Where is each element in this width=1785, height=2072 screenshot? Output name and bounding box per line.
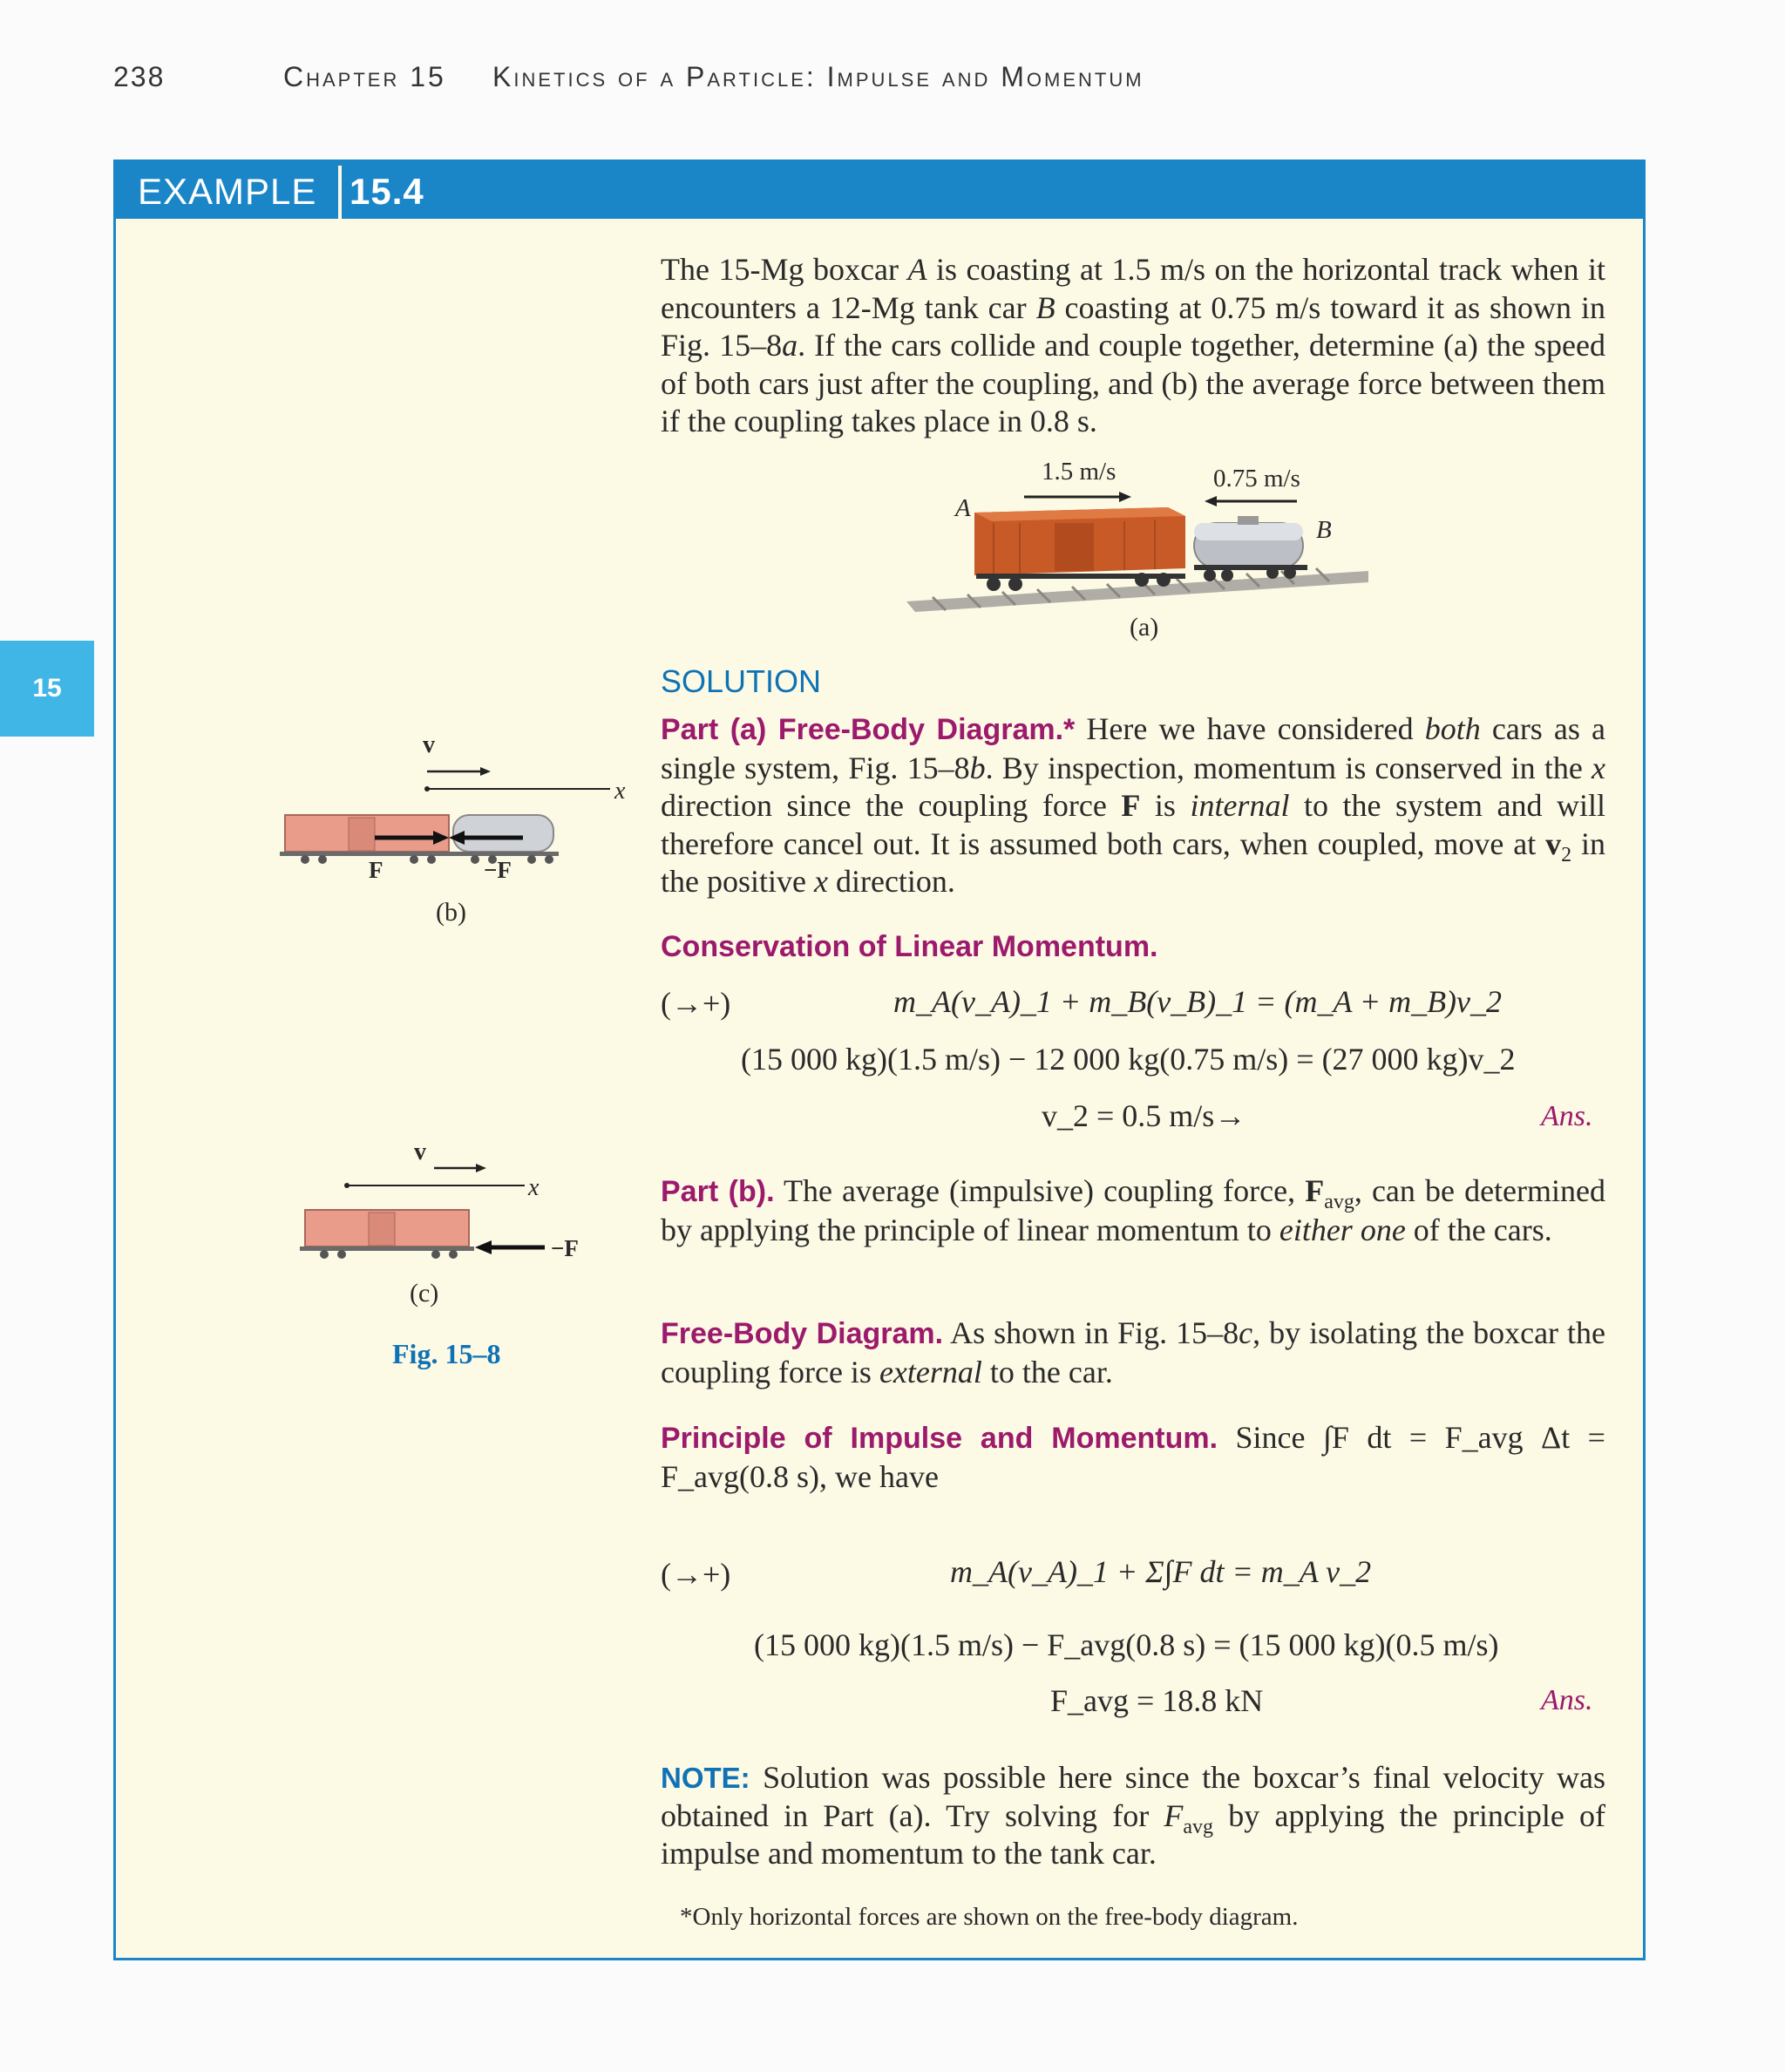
figure-c-caption: (c) (410, 1279, 439, 1308)
x-label: x (614, 778, 626, 805)
sign-convention-2: (→+) (661, 1557, 731, 1592)
equation-numeric-2: (15 000 kg)(1.5 m/s) − F_avg(0.8 s) = (15 000 kg)(0.5 m/s) (754, 1627, 1499, 1662)
example-header (116, 162, 1643, 219)
impulse-paragraph: Principle of Impulse and Momentum. Since ∫F dt = F_avg Δt = F_avg(0.8 s), we have (661, 1420, 1605, 1494)
car-b-label: B (1316, 516, 1332, 544)
example-label: EXAMPLE (138, 171, 317, 212)
x-label: x (528, 1174, 540, 1201)
f-label: F (369, 857, 383, 883)
solution-heading: SOLUTION (661, 663, 822, 699)
problem-statement: The 15-Mg boxcar A is coasting at 1.5 m/s on the horizontal track when it encounters a 12-Mg tank car B coasting at 0.75 m/s toward it as shown in Fig. 15–8a. If the cars collide and couple together, determine (a) the speed of both cars just after the coupling, and (b) the average force between them if the coupling takes place in 0.8 s. (661, 252, 1605, 438)
figure-a-caption: (a) (1130, 613, 1159, 642)
figure-a (906, 453, 1368, 628)
equation-result-favg: F_avg = 18.8 kN (1050, 1683, 1264, 1718)
boxcar-a (974, 507, 1185, 591)
answer-label-2: Ans. (1541, 1684, 1593, 1716)
example-number: 15.4 (350, 171, 424, 212)
sign-convention-1: (→+) (661, 986, 731, 1021)
equation-impulse: m_A(v_A)_1 + Σ∫F dt = m_A v_2 (950, 1554, 1372, 1589)
page-number: 238 (113, 61, 166, 92)
header-divider (338, 166, 342, 219)
neg-f-label: −F (484, 857, 512, 883)
fbd-paragraph: Free-Body Diagram. As shown in Fig. 15–8c, by isolating the boxcar the coupling force is external to the car. (661, 1315, 1606, 1389)
chapter-label: Chapter 15 (283, 61, 446, 92)
tank-car-fbd (453, 815, 553, 852)
chapter-side-tab: 15 (0, 641, 94, 737)
chapter-title: Kinetics of a Particle: Impulse and Momentum (492, 61, 1144, 92)
speed-b-label: 0.75 m/s (1213, 465, 1300, 493)
footnote: *Only horizontal forces are shown on the free-body diagram. (680, 1903, 1299, 1931)
speed-a-label: 1.5 m/s (1042, 458, 1116, 486)
part-b-paragraph: Part (b). The average (impulsive) coupling force, $F_{avg}$, can be determined by applying the principle of linear momentum to either one of the cars. (661, 1173, 1605, 1247)
figure-label: Fig. 15–8 (392, 1338, 501, 1369)
neg-f-label: −F (551, 1235, 579, 1261)
equation-result-v2: v_2 = 0.5 m/s→ (1042, 1098, 1246, 1133)
figure-b (275, 731, 626, 885)
tank-car-b (1194, 516, 1307, 581)
car-a-label: A (955, 494, 971, 522)
answer-label-1: Ans. (1541, 1100, 1593, 1132)
figure-c (296, 1138, 610, 1268)
conservation-heading: Conservation of Linear Momentum. (661, 930, 1158, 963)
equation-momentum: m_A(v_A)_1 + m_B(v_B)_1 = (m_A + m_B)v_2 (893, 984, 1503, 1019)
note-paragraph: NOTE: Solution was possible here since the boxcar’s final velocity was obtained in Part (a). Try solving for $F_{avg}$ by applying the principle of impulse and momentum to the tank car. (661, 1760, 1605, 1871)
v-label: v (423, 731, 435, 758)
v-label: v (414, 1138, 426, 1165)
equation-numeric-1: (15 000 kg)(1.5 m/s) − 12 000 kg(0.75 m/s) = (27 000 kg)v_2 (741, 1042, 1516, 1077)
figure-b-caption: (b) (436, 898, 466, 927)
part-a-paragraph: Part (a) Free-Body Diagram.* Here we have considered both cars as a single system, Fig. 15–8b. By inspection, momentum is conserved in the x direction since the coupling force F is internal to the system and will therefore cancel out. It is assumed both cars, when coupled, move at $v_2$ in the positive x direction. (661, 711, 1606, 899)
running-header (113, 61, 1144, 93)
